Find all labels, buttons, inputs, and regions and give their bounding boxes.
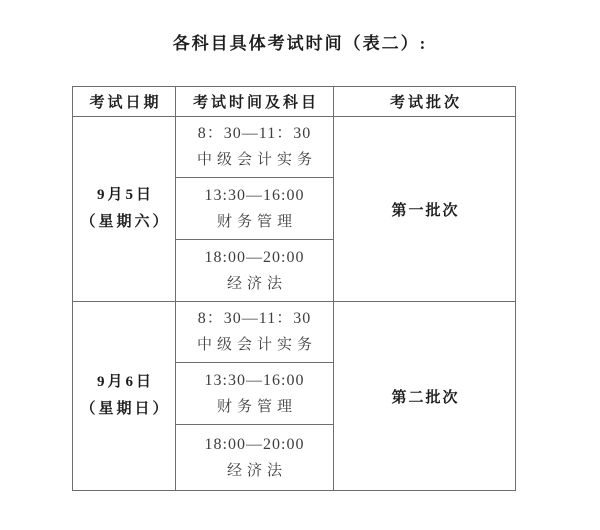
exam-batch: 第二批次 [391, 388, 460, 406]
table-header-row [73, 87, 516, 117]
exam-batch-cell [334, 117, 516, 302]
exam-slot-cell [176, 117, 334, 178]
exam-subject: 经济法 [226, 462, 287, 479]
exam-time: 18:00—20:00 [204, 435, 305, 453]
column-header-exam-batch: 考试批次 [334, 87, 516, 117]
exam-weekday: （星期日） [80, 401, 171, 417]
exam-batch: 第一批次 [391, 201, 460, 219]
exam-subject: 财务管理 [216, 398, 297, 415]
exam-time: 13:30—16:00 [204, 186, 305, 204]
exam-subject: 中级会计实务 [196, 152, 317, 168]
exam-date: 9月5日 [96, 187, 154, 203]
table-row [73, 302, 516, 363]
exam-slot-cell [176, 240, 334, 302]
exam-slot-cell [176, 178, 334, 240]
exam-slot-cell [176, 363, 334, 425]
exam-time: 8：30—11：30 [197, 125, 312, 142]
exam-slot-cell [176, 302, 334, 363]
exam-time: 18:00—20:00 [204, 248, 305, 266]
exam-time: 13:30—16:00 [204, 371, 305, 389]
exam-subject: 经济法 [226, 275, 287, 292]
table-row [73, 117, 516, 178]
exam-date: 9月6日 [96, 374, 154, 390]
exam-date-cell [73, 302, 176, 491]
column-header-time-subject: 考试时间及科目 [176, 87, 334, 117]
exam-weekday: （星期六） [80, 214, 171, 230]
exam-date-cell [73, 117, 176, 302]
exam-batch-cell [334, 302, 516, 491]
exam-subject: 中级会计实务 [196, 337, 317, 353]
page-title: 各科目具体考试时间（表二）: [172, 34, 428, 53]
exam-schedule-table [72, 86, 516, 491]
exam-time: 8：30—11：30 [197, 310, 312, 327]
exam-subject: 财务管理 [216, 213, 297, 230]
column-header-exam-date: 考试日期 [73, 87, 176, 117]
exam-slot-cell [176, 425, 334, 491]
